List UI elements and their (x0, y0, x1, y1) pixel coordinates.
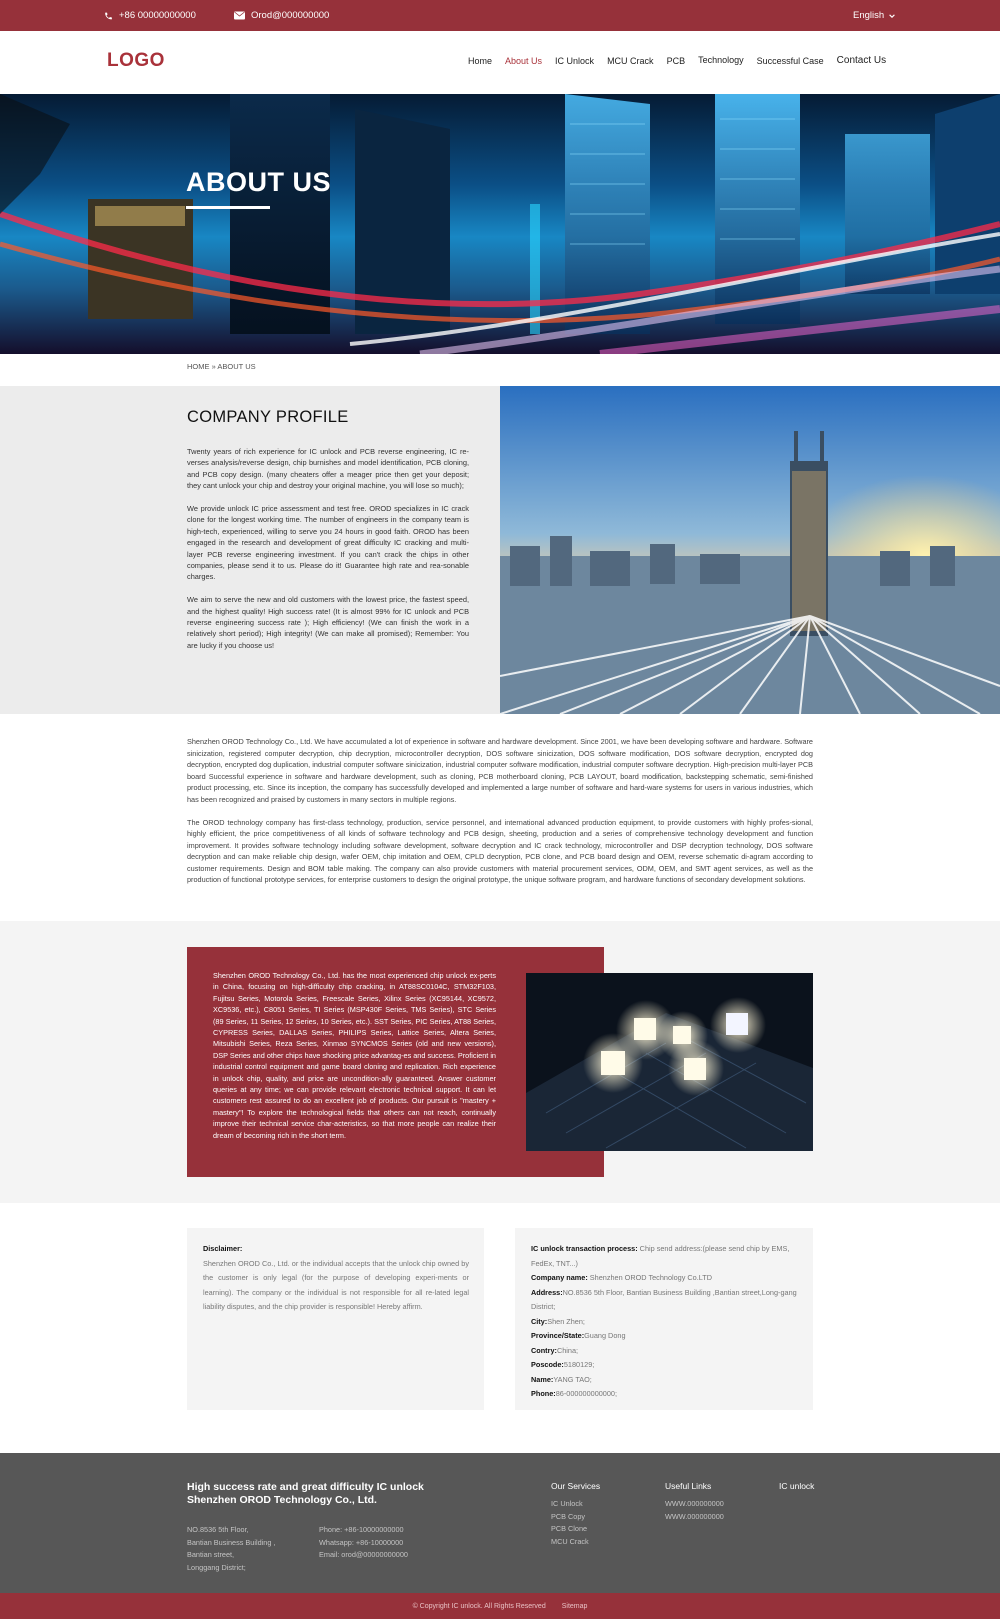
sitemap-link[interactable]: Sitemap (561, 1602, 588, 1610)
footer-services: Our Services IC Unlock PCB Copy PCB Clone MCU Crack (551, 1481, 600, 1548)
profile-paragraph: Twenty years of rich experience for IC unlock and PCB reverse engineering, IC re-verses analysis/reverse design, chip burnishes and model identification, PCB cloning, and PCB copy design. (many cheaters offer a meager price then get your deposit; they cant unlock your chip and destroy your original machine, you will lose so much); (187, 447, 469, 491)
footer-link[interactable]: PCB Copy (551, 1511, 586, 1521)
experience-section (0, 921, 1000, 1203)
logo[interactable]: LOGO (107, 50, 165, 71)
disclaimer-title: Disclaimer: (203, 1244, 243, 1253)
company-paragraph: Shenzhen OROD Technology Co., Ltd. We have accumulated a lot of experience in software and hardware development. Since 2001, we have been developing software and hardware. Software sinicization, registered computer decryption, chip decryption, microcontroller decryption, DOS software sinicization, DOS software modification, DOS software decryption, encrypted dog decryption, encrypted dog duplication, industrial computer software sinicization, industrial computer software modification, industrial computer software decryption. High-precision multi-layer PCB board Successful experience in software and hardware development, such as cloning, PCB motherboard cloning, PCB LAYOUT, board modification, backstepping schematic, semi-finished product processing, etc. Since its inception, the company has successfully developed and implemented a large number of software and hard-ware systems for users in various industries, which has been recognized and praised by customers in many sectors in multiple regions. (187, 737, 813, 804)
transaction-row: Poscode:5180129; (531, 1360, 595, 1369)
footer-link[interactable]: WWW.000000000 (665, 1511, 724, 1521)
nav-contact-us[interactable]: Contact Us (836, 55, 887, 66)
company-profile-section (0, 386, 1000, 714)
footer-headline: High success rate and great difficulty IC unlock Shenzhen OROD Technology Co., Ltd. (187, 1481, 424, 1506)
profile-paragraph: We provide unlock IC price assessment and test free. OROD specializes in IC crack clone for the longest working time. The number of engineers in the company team is high-tech, experienced, willing to serve you 24 hours in good faith. OROD has been engaged in the research and development of great difficulty IC cracking and multi-layer PCB reverse engineering investment. If you can't crack the chips in other companies, please send it to us. Please do it! Guarantee high rate and rea-sonable charges. (187, 504, 469, 582)
hero-banner (0, 94, 1000, 354)
footer-ic-unlock[interactable]: IC unlock (779, 1481, 815, 1491)
transaction-row: Company name: Shenzhen OROD Technology Co.LTD (531, 1273, 713, 1282)
main-nav (468, 55, 886, 66)
footer-address: NO.8536 5th Floor, Bantian Business Building , Bantian street, Longgang District; (187, 1525, 276, 1572)
footer-useful-links: Useful Links WWW.000000000 WWW.000000000 (665, 1481, 724, 1523)
footer-contacts: Phone: +86-10000000000 Whatsapp: +86-10000000 Email: orod@00000000000 (319, 1525, 408, 1559)
topbar-phone[interactable] (104, 0, 196, 31)
nav-mcu-crack[interactable]: MCU Crack (607, 55, 654, 66)
nav-ic-unlock[interactable]: IC Unlock (555, 55, 595, 66)
copyright-text: © Copyright IC unlock. All Rights Reserved (412, 1602, 546, 1610)
transaction-row: IC unlock transaction process: Chip send address:(please send chip by EMS, FedEx, TNT...) (531, 1244, 790, 1268)
profile-text (187, 446, 469, 663)
topbar-email[interactable] (234, 0, 329, 31)
footer (0, 1453, 1000, 1593)
section-title: COMPANY PROFILE (187, 408, 349, 426)
company-paragraph: The OROD technology company has first-class technology, production, service personnel, and international advanced production equipment, to provide customers with highly profes-sional, highly efficient, the price competitiveness of all kinds of software technology and PCB design, sheeting, production and a series of comprehensive technology development and function improvement. It provides software technology including software development, software decryption and IC crack technology, microcontroller and DSP decryption technology, DOS software decryption and can make reliable chip design, wafer OEM, chip imitation and OEM, CPLD decryption, PCB clone, and PCB board design and OEM, reverse schematic di-agram according to customer requirements. Design and BOM table making. The company can also provide customers with material procurement services, ODM, OEM, and SMT agent services, as well as the production of functional prototype services, for enterprise customers to design the original prototype, the unique software program, and hardware functions of secondary development solutions. (187, 817, 813, 884)
footer-link[interactable]: MCU Crack (551, 1536, 589, 1546)
header (0, 31, 1000, 94)
transaction-row: Phone:86-000000000000; (531, 1389, 618, 1398)
mail-icon (234, 11, 245, 20)
email-text: Orod@000000000 (251, 10, 330, 21)
breadcrumb[interactable]: HOME » ABOUT US (187, 362, 256, 371)
nav-home[interactable]: Home (468, 55, 493, 66)
chevron-down-icon (888, 12, 896, 20)
transaction-row: Contry:China; (531, 1345, 579, 1355)
transaction-row: Name:YANG TAO; (531, 1374, 592, 1384)
transaction-row: Province/State:Guang Dong (531, 1331, 626, 1340)
title-underline (186, 206, 270, 209)
page-title: ABOUT US (186, 167, 331, 197)
phone-text: +86 00000000000 (119, 10, 196, 21)
city-skyline-image (0, 94, 1000, 354)
nav-pcb[interactable]: PCB (666, 55, 686, 66)
nav-about-us[interactable]: About Us (505, 55, 543, 66)
company-description (187, 736, 813, 897)
transaction-row: City:Shen Zhen; (531, 1316, 585, 1326)
nav-successful-case[interactable]: Successful Case (756, 55, 824, 66)
transaction-row: Address:NO.8536 5th Floor, Bantian Business Building ,Bantian street,Long-gang District; (531, 1287, 797, 1311)
language-label: English (853, 10, 885, 21)
disclaimer-text: Shenzhen OROD Co., Ltd. or the individual accepts that the unlock chip owned by the customer is only legal (for the purpose of developing experi-ments or learning). The company or the individual is not responsible for all re-lated legal liability disputes, and the chip provider is responsible! Hereby affirm. (203, 1258, 469, 1311)
experience-text: Shenzhen OROD Technology Co., Ltd. has the most experienced chip unlock ex-perts in China, focusing on high-difficulty chip cracking, in AT88SC0104C, STM32F103, Fujitsu Series, Motorola Series, Freescale Series, Xilinx Series (XC95144, XC9572, XC9536, etc.), C8051 Series, TI Series (MSP430F Series, TMS Series), STC Series (89 Series, 11 Series, 12 Series, 10 Series, etc.). SST Series, PIC Series, AT88 Series, CYPRESS Series, DALLAS Series, PHILIPS Series, Lattice Series, Altera Series, Mitsubishi Series, Reza Series, Xinmao SYNCMOS Series (old and new versions), DSP Series and other chips have shocking price advantag-es and success. Proficient in industrial control equipment and game board cloning and replication. Rich experience in unlock chip, quality, and price are uncondition-ally guaranteed. Answer customer queries at any time; we can provide relevant electronic technical support. It can let customers rest assured to do an excellent job of products. Our pursuit is "mastery + mastery"! To explore the technological fields that others can not reach, continually improve their technical service char-acteristics, so that more people can realize their dream of becoming rich in the short term. (213, 971, 496, 1140)
nav-technology[interactable]: Technology (698, 54, 744, 65)
disclaimer-card (187, 1228, 484, 1410)
footer-link[interactable]: WWW.000000000 (665, 1499, 724, 1508)
footer-link[interactable]: IC Unlock (551, 1499, 583, 1508)
phone-icon (104, 11, 113, 21)
circuit-board-image (526, 973, 813, 1151)
profile-paragraph: We aim to serve the new and old customers with the lowest price, the fastest speed, and the highest quality! High success rate! (It is almost 99% for IC unlock and PCB reverse engineering success rate ); High efficiency! (We can finish the work in a relatively short period); High integrity! (We can make all promised); Remember: You are lucky if you choose us! (187, 595, 469, 650)
copyright-bar (0, 1593, 1000, 1619)
transaction-card (515, 1228, 813, 1410)
city-tower-image (500, 386, 1000, 714)
footer-link[interactable]: PCB Clone (551, 1524, 588, 1533)
language-selector[interactable] (853, 0, 896, 31)
top-bar (0, 0, 1000, 31)
